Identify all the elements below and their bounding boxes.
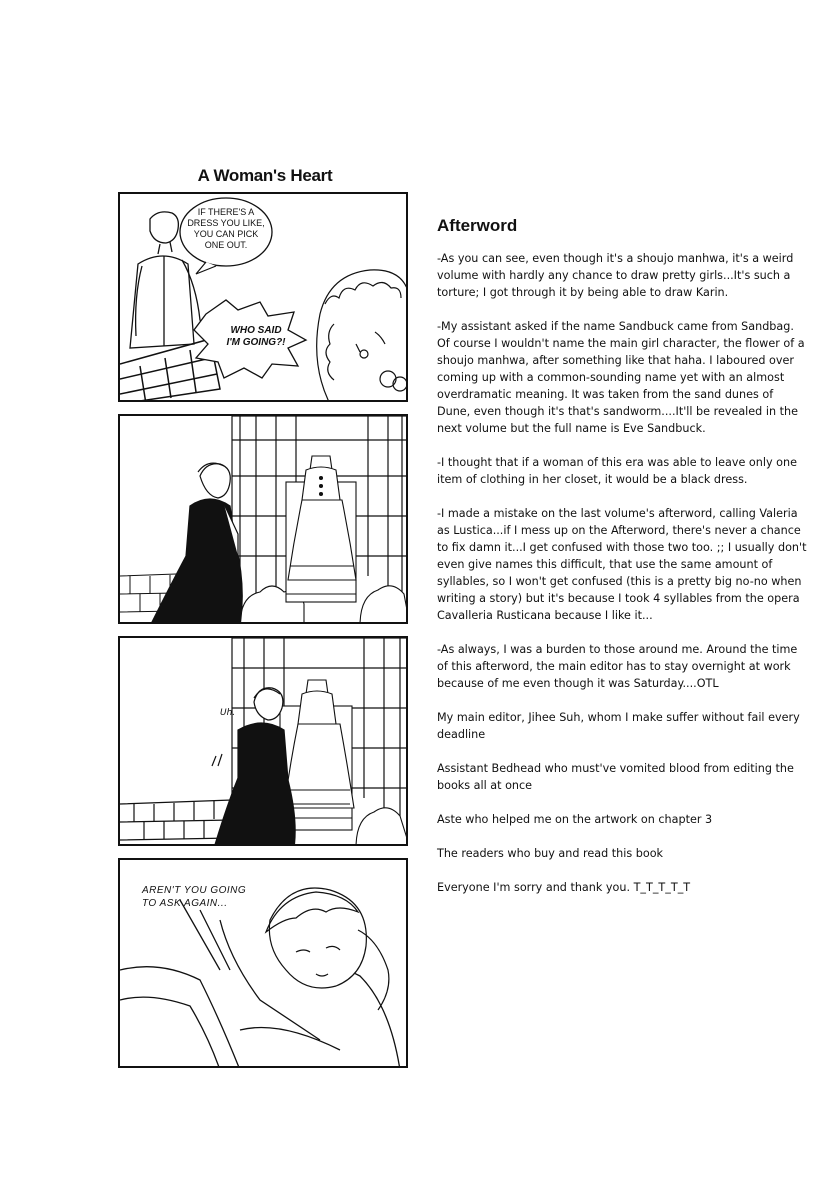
afterword-paragraph: Assistant Bedhead who must've vomited blood from editing the books all at once bbox=[437, 762, 794, 792]
afterword-paragraph: -As you can see, even though it's a shoujo manhwa, it's a weird volume with hardly any chance to draw pretty girls...It's such a torture; I got through it by being able to draw Karin. bbox=[437, 252, 794, 299]
panel-3-artwork bbox=[120, 638, 408, 846]
afterword-paragraph: -I thought that if a woman of this era was able to leave only one item of clothing in her closet, it would be a black dress. bbox=[437, 456, 797, 486]
afterword-paragraph: Everyone I'm sorry and thank you. T_T_T_T_T bbox=[437, 881, 691, 894]
comic-panel-4 bbox=[118, 858, 408, 1068]
speech-bubble-text: IF THERE'S A DRESS YOU LIKE, YOU CAN PICK ONE OUT. bbox=[187, 207, 265, 250]
strip-title: A Woman's Heart bbox=[197, 166, 333, 185]
afterword-paragraph: Aste who helped me on the artwork on chapter 3 bbox=[437, 813, 713, 826]
comic-panel-2 bbox=[118, 414, 408, 624]
comic-panel-3 bbox=[118, 636, 408, 846]
afterword-paragraph: My main editor, Jihee Suh, whom I make suffer without fail every deadline bbox=[437, 711, 800, 741]
sound-effect-text: Uh. bbox=[220, 708, 236, 718]
narration-caption: AREN'T YOU GOING TO ASK AGAIN... bbox=[142, 885, 247, 909]
afterword-paragraph: -I made a mistake on the last volume's afterword, calling Valeria as Lustica...if I mess up on the Afterword, there's never a chance to fix damn it...I get confused with those two too. ;; I usually don't even give names this difficult, that use the same amount of syllables, so I won't get confused (this is a pretty big no-no when writing a story) but it's because I took 4 syllables from the opera Cavalleria Rusticana because I like it... bbox=[437, 507, 807, 622]
shout-text: WHO SAID I'M GOING?! bbox=[226, 325, 286, 348]
afterword-title: Afterword bbox=[437, 216, 518, 235]
afterword-text bbox=[437, 250, 809, 913]
comic-panel-1 bbox=[118, 192, 408, 402]
afterword-paragraph: -My assistant asked if the name Sandbuck came from Sandbag. Of course I wouldn't name the main girl character, the flower of a shoujo manhwa, after something like that haha. I laboured over coming up with a common-sounding name yet with an almost overdramatic meaning. It was taken from the sand dunes of Dune, even though it's that's sandworm....It'll be revealed in the next volume but the full name is Eve Sandbuck. bbox=[437, 320, 805, 435]
afterword-paragraph: -As always, I was a burden to those around me. Around the time of this afterword, the main editor has to stay overnight at work because of me even though it was Saturday....OTL bbox=[437, 643, 798, 690]
afterword-paragraph: The readers who buy and read this book bbox=[437, 847, 664, 860]
panel-2-artwork bbox=[120, 416, 408, 624]
